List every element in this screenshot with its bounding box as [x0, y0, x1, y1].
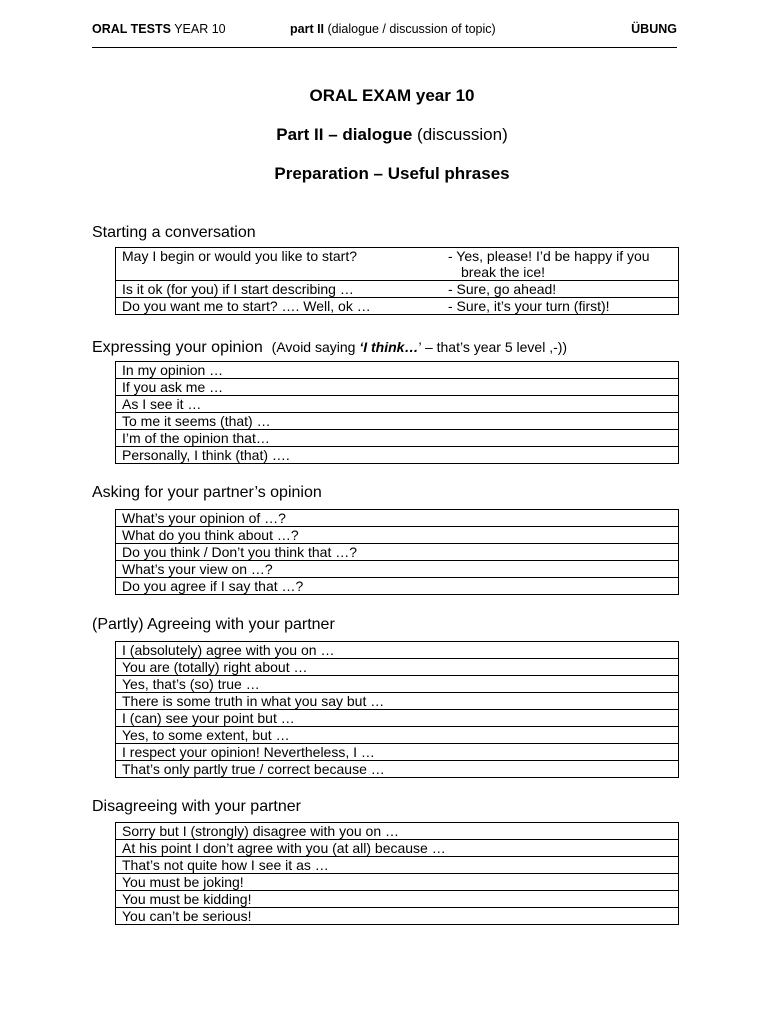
phrase-cell: I respect your opinion! Nevertheless, I …	[116, 744, 679, 761]
page-header	[92, 21, 677, 37]
table-row	[116, 248, 679, 281]
header-left: ORAL TESTS YEAR 10	[92, 22, 226, 36]
phrase-cell: What’s your view on …?	[116, 561, 679, 578]
disagreeing-phrases-table	[115, 822, 679, 925]
starting-phrases-table	[115, 247, 679, 315]
table-row	[116, 659, 679, 676]
table-row	[116, 823, 679, 840]
phrase-cell: You must be kidding!	[116, 891, 679, 908]
phrase-cell: I (can) see your point but …	[116, 710, 679, 727]
section-heading-disagreeing: Disagreeing with your partner	[92, 798, 301, 815]
phrase-cell: If you ask me …	[116, 379, 679, 396]
table-row	[116, 430, 679, 447]
table-row	[116, 447, 679, 464]
table-row	[116, 413, 679, 430]
table-row	[116, 396, 679, 413]
phrase-cell: Yes, that’s (so) true …	[116, 676, 679, 693]
table-row	[116, 578, 679, 595]
table-row	[116, 676, 679, 693]
phrase-cell: Yes, to some extent, but …	[116, 727, 679, 744]
asking-phrases-table	[115, 509, 679, 595]
phrase-cell: That’s not quite how I see it as …	[116, 857, 679, 874]
phrase-cell: I’m of the opinion that…	[116, 430, 679, 447]
header-divider	[92, 47, 677, 48]
phrase-cell: To me it seems (that) …	[116, 413, 679, 430]
phrase-cell: I (absolutely) agree with you on …	[116, 642, 679, 659]
response-cell: - Yes, please! I’d be happy if you break the ice!	[448, 248, 679, 281]
table-row	[116, 298, 679, 315]
phrase-cell: Sorry but I (strongly) disagree with you on …	[116, 823, 679, 840]
phrase-cell: Do you want me to start? …. Well, ok …	[116, 298, 449, 315]
phrase-cell: Is it ok (for you) if I start describing …	[116, 281, 449, 298]
table-row	[116, 744, 679, 761]
section-heading-agreeing: (Partly) Agreeing with your partner	[92, 616, 335, 633]
phrase-cell: At his point I don’t agree with you (at all) because …	[116, 840, 679, 857]
section-heading-opinion: Expressing your opinion (Avoid saying ‘I think…’ – that’s year 5 level ,-))	[92, 339, 568, 356]
table-row	[116, 710, 679, 727]
phrase-cell: You must be joking!	[116, 874, 679, 891]
table-row	[116, 362, 679, 379]
phrase-cell: You are (totally) right about …	[116, 659, 679, 676]
section-heading-asking: Asking for your partner’s opinion	[92, 484, 322, 501]
phrase-cell: As I see it …	[116, 396, 679, 413]
opinion-phrases-table	[115, 361, 679, 464]
table-row	[116, 761, 679, 778]
table-row	[116, 891, 679, 908]
table-row	[116, 857, 679, 874]
phrase-cell: Do you agree if I say that …?	[116, 578, 679, 595]
table-row	[116, 693, 679, 710]
table-row	[116, 510, 679, 527]
table-row	[116, 840, 679, 857]
opinion-note: (Avoid saying ‘I think…’ – that’s year 5 level ,-))	[271, 339, 568, 355]
phrase-cell: In my opinion …	[116, 362, 679, 379]
phrase-cell: You can’t be serious!	[116, 908, 679, 925]
table-row	[116, 727, 679, 744]
preparation-title: Preparation – Useful phrases	[274, 164, 510, 183]
table-row	[116, 281, 679, 298]
table-row	[116, 642, 679, 659]
phrase-cell: What do you think about …?	[116, 527, 679, 544]
table-row	[116, 527, 679, 544]
phrase-cell: Personally, I think (that) ….	[116, 447, 679, 464]
table-row	[116, 561, 679, 578]
header-right: ÜBUNG	[631, 22, 677, 36]
agreeing-phrases-table	[115, 641, 679, 778]
phrase-cell: May I begin or would you like to start?	[116, 248, 449, 281]
phrase-cell: What’s your opinion of …?	[116, 510, 679, 527]
table-row	[116, 544, 679, 561]
response-cell: - Sure, go ahead!	[448, 281, 679, 298]
phrase-cell: That’s only partly true / correct because …	[116, 761, 679, 778]
header-middle: part II (dialogue / discussion of topic)	[290, 22, 496, 36]
table-row	[116, 908, 679, 925]
section-heading-starting: Starting a conversation	[92, 224, 256, 241]
exam-title: ORAL EXAM year 10	[309, 86, 475, 105]
table-row	[116, 874, 679, 891]
response-cell: - Sure, it’s your turn (first)!	[448, 298, 679, 315]
table-row	[116, 379, 679, 396]
phrase-cell: Do you think / Don’t you think that …?	[116, 544, 679, 561]
part-title: Part II – dialogue (discussion)	[276, 125, 508, 144]
phrase-cell: There is some truth in what you say but …	[116, 693, 679, 710]
